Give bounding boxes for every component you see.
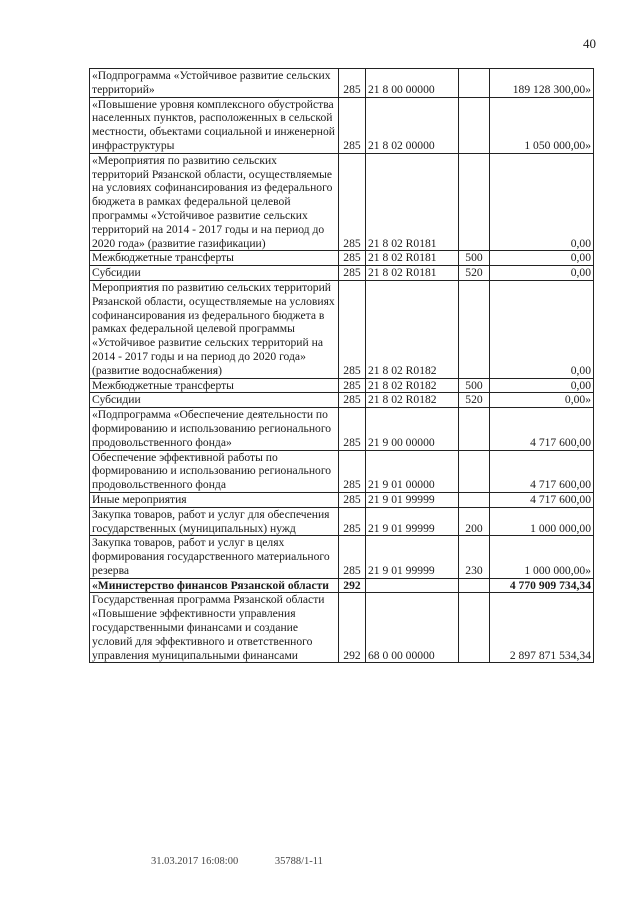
row-article: 21 8 02 00000: [366, 97, 459, 153]
row-amount: 1 000 000,00»: [490, 536, 594, 578]
row-amount: 0,00: [490, 266, 594, 281]
row-article: 68 0 00 00000: [366, 593, 459, 663]
row-article: 21 8 02 R0181: [366, 266, 459, 281]
row-name: Закупка товаров, работ и услуг для обеспечения государственных (муниципальных) нужд: [90, 507, 339, 536]
table-row: [90, 450, 594, 492]
footer-document-id: 35788/1-11: [274, 856, 323, 867]
row-code: 285: [339, 492, 366, 507]
table-row: [90, 578, 594, 593]
row-article: 21 8 02 R0182: [366, 393, 459, 408]
row-expense-type: [459, 280, 490, 378]
row-article: [366, 578, 459, 593]
row-amount: 0,00: [490, 153, 594, 251]
row-name: Мероприятия по развитию сельских территорий Рязанской области, осуществляемые на условиях софинансирования из федерального бюджета в рамках федеральной целевой программы «Устойчивое развитие сельских территорий на 2014 - 2017 годы и на период до 2020 года» (развитие водоснабжения): [90, 280, 339, 378]
row-name: Государственная программа Рязанской области «Повышение эффективности управления государственными финансами и создание условий для эффективного и ответственного управления муниципальными финансами: [90, 593, 339, 663]
table-row: [90, 97, 594, 153]
row-code: 285: [339, 153, 366, 251]
row-code: 292: [339, 593, 366, 663]
row-expense-type: 520: [459, 393, 490, 408]
row-code: 285: [339, 266, 366, 281]
table-row: [90, 393, 594, 408]
row-article: 21 8 00 00000: [366, 69, 459, 98]
row-article: 21 8 02 R0182: [366, 378, 459, 393]
row-code: 292: [339, 578, 366, 593]
row-name: «Повышение уровня комплексного обустройства населенных пунктов, расположенных в сельской местности, объектами социальной и инженерной инфраструктуры: [90, 97, 339, 153]
row-code: 285: [339, 97, 366, 153]
budget-table-body: [90, 69, 594, 663]
table-row: [90, 69, 594, 98]
row-amount: 0,00: [490, 378, 594, 393]
row-expense-type: 200: [459, 507, 490, 536]
row-name: Закупка товаров, работ и услуг в целях формирования государственного материального резерва: [90, 536, 339, 578]
row-expense-type: [459, 450, 490, 492]
table-row: [90, 153, 594, 251]
row-expense-type: [459, 69, 490, 98]
row-amount: 1 000 000,00: [490, 507, 594, 536]
table-row: [90, 507, 594, 536]
row-amount: 4 717 600,00: [490, 492, 594, 507]
row-code: 285: [339, 393, 366, 408]
row-expense-type: [459, 492, 490, 507]
row-name: Обеспечение эффективной работы по формированию и использованию регионального продовольственного фонда: [90, 450, 339, 492]
row-article: 21 9 00 00000: [366, 408, 459, 450]
row-code: 285: [339, 408, 366, 450]
row-name: Субсидии: [90, 393, 339, 408]
row-expense-type: 520: [459, 266, 490, 281]
footer-timestamp: 31.03.2017 16:08:00: [151, 856, 239, 867]
row-amount: 0,00: [490, 280, 594, 378]
table-row: [90, 280, 594, 378]
row-code: 285: [339, 536, 366, 578]
row-article: 21 8 02 R0181: [366, 153, 459, 251]
table-row: [90, 492, 594, 507]
row-amount: 4 717 600,00: [490, 408, 594, 450]
row-amount: 189 128 300,00»: [490, 69, 594, 98]
page-number: 40: [583, 36, 596, 51]
row-name: «Мероприятия по развитию сельских территорий Рязанской области, осуществляемые на условиях софинансирования из федерального бюджета в рамках федеральной целевой программы «Устойчивое развитие сельских территорий на 2014 - 2017 годы и на период до 2020 года» (развитие газификации): [90, 153, 339, 251]
row-expense-type: [459, 593, 490, 663]
row-code: 285: [339, 507, 366, 536]
row-name: «Подпрограмма «Устойчивое развитие сельских территорий»: [90, 69, 339, 98]
row-amount: 0,00»: [490, 393, 594, 408]
row-article: 21 8 02 R0181: [366, 251, 459, 266]
row-expense-type: [459, 153, 490, 251]
table-row: [90, 378, 594, 393]
row-code: 285: [339, 251, 366, 266]
row-code: 285: [339, 280, 366, 378]
row-amount: 4 770 909 734,34: [490, 578, 594, 593]
table-row: [90, 251, 594, 266]
row-expense-type: 230: [459, 536, 490, 578]
row-amount: 1 050 000,00»: [490, 97, 594, 153]
row-amount: 2 897 871 534,34: [490, 593, 594, 663]
row-amount: 0,00: [490, 251, 594, 266]
row-expense-type: [459, 408, 490, 450]
row-expense-type: 500: [459, 378, 490, 393]
budget-table: [89, 68, 594, 663]
table-row: [90, 536, 594, 578]
page-footer: [151, 856, 357, 867]
row-name: Межбюджетные трансферты: [90, 378, 339, 393]
row-name: Иные мероприятия: [90, 492, 339, 507]
row-article: 21 9 01 00000: [366, 450, 459, 492]
row-expense-type: [459, 97, 490, 153]
row-name: Межбюджетные трансферты: [90, 251, 339, 266]
row-code: 285: [339, 450, 366, 492]
table-row: [90, 408, 594, 450]
row-article: 21 9 01 99999: [366, 536, 459, 578]
row-name: «Подпрограмма «Обеспечение деятельности по формированию и использованию регионального продовольственного фонда»: [90, 408, 339, 450]
row-code: 285: [339, 378, 366, 393]
row-amount: 4 717 600,00: [490, 450, 594, 492]
row-expense-type: [459, 578, 490, 593]
row-code: 285: [339, 69, 366, 98]
row-article: 21 9 01 99999: [366, 507, 459, 536]
row-name: «Министерство финансов Рязанской области: [90, 578, 339, 593]
row-article: 21 8 02 R0182: [366, 280, 459, 378]
table-row: [90, 266, 594, 281]
table-row: [90, 593, 594, 663]
row-article: 21 9 01 99999: [366, 492, 459, 507]
row-name: Субсидии: [90, 266, 339, 281]
row-expense-type: 500: [459, 251, 490, 266]
